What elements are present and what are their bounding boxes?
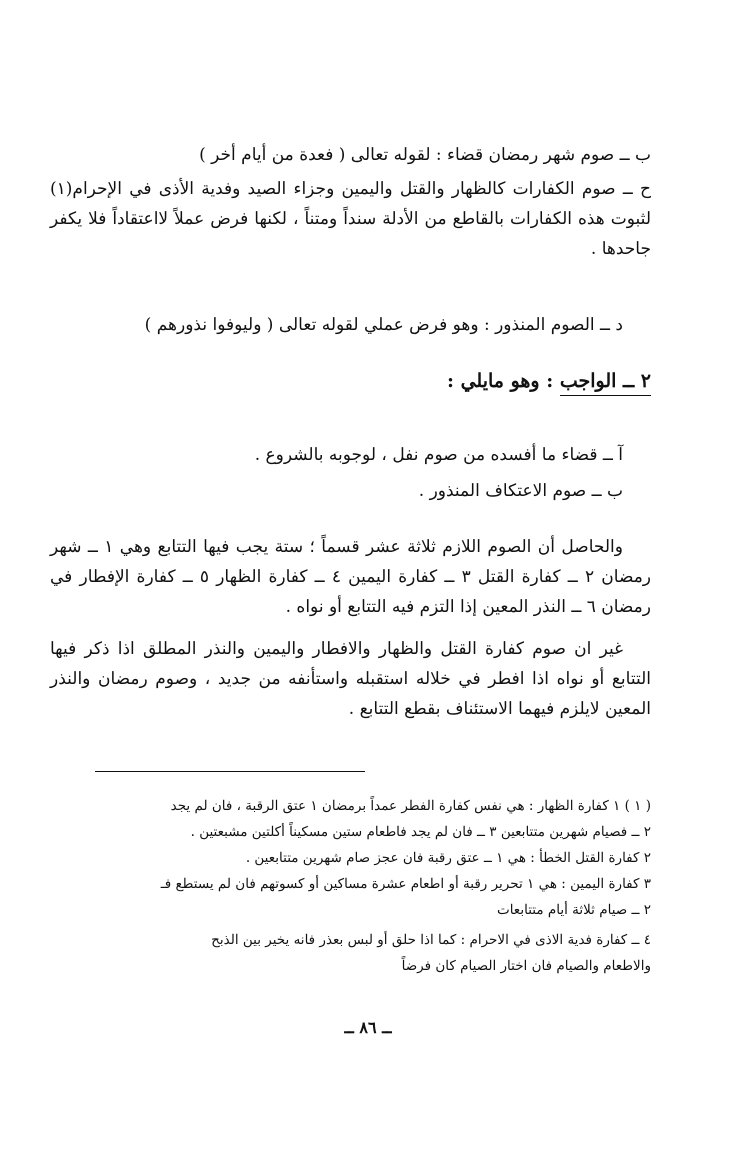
summary-paragraph-1: والحاصل أن الصوم اللازم ثلاثة عشر قسماً ؛ ستة يجب فيها التتابع وهي ١ ــ شهر رمضان ٢ ــ كفارة القتل ٣ ــ كفارة اليمين ٤ ــ كفارة الظهار ٥ ــ كفارة الإفطار في رمضان ٦ ــ النذر المعين إذا التزم فيه التتابع أو نواه .	[50, 537, 652, 617]
summary-section	[50, 532, 651, 724]
wajib-heading-rest: : وهو مايلي :	[446, 370, 554, 392]
footnote-divider	[95, 771, 365, 772]
fard-list-continued	[50, 140, 651, 264]
footnote-line: ٣ كفارة اليمين : هي ١ تحرير رقبة أو اطعام عشرة مساكين أو كسوتهم فان لم يستطع فـ	[160, 876, 651, 892]
footnote-line: ( ١ ) ١ كفارة الظهار : هي نفس كفارة الفطر عمداً برمضان ١ عتق الرقبة ، فان لم يجد	[170, 798, 651, 814]
item-d-manzur: د ــ الصوم المنذور : وهو فرض عملي لقوله تعالى ( وليوفوا نذورهم )	[144, 315, 623, 335]
wajib-item-b: ب ــ صوم الاعتكاف المنذور .	[418, 481, 623, 501]
summary-paragraph-2: غير ان صوم كفارة القتل والظهار والافطار واليمين والنذر المطلق اذا ذكر فيها التتابع أو نواه اذا افطر في خلاله استقبله واستأنفه من جديد ، وصوم رمضان والنذر المعين لايلزم فيهما الاستئناف بقطع التتابع .	[50, 639, 651, 719]
page-number: ــ ٨٦ ــ	[344, 1018, 392, 1037]
item-d-manzur-block	[50, 310, 651, 340]
item-h-kaffarat: ح ــ صوم الكفارات كالظهار والقتل واليمين وجزاء الصيد وفدية الأذى في الإحرام(١) لثبوت هذه الكفارات بالقاطع من الأدلة سنداً ومتناً ، لكنها فرض عملاً لااعتقاداً فلا يكفر جاحدها .	[50, 179, 651, 259]
item-b-ramadan-qada: ب ــ صوم شهر رمضان قضاء : لقوله تعالى ( فعدة من أيام أخر )	[199, 145, 651, 165]
footnotes	[60, 794, 651, 980]
wajib-items	[50, 440, 651, 506]
wajib-heading-title: ٢ ــ الواجب	[560, 370, 651, 396]
footnote-line: ٤ ــ كفارة فدية الاذى في الاحرام : كما اذا حلق أو لبس بعذر فانه يخير بين الذبح	[211, 932, 651, 948]
section-heading-wajib	[50, 366, 651, 396]
wajib-item-a: آ ــ قضاء ما أفسده من صوم نفل ، لوجوبه بالشروع .	[254, 445, 623, 465]
footnote-line: والاطعام والصيام فان اختار الصيام كان فرضاً	[401, 958, 651, 974]
footnote-line: ٢ ــ صيام ثلاثة أيام متتابعات	[496, 902, 651, 918]
footnote-line: ٢ ــ فصيام شهرين متتابعين ٣ ــ فان لم يجد فاطعام ستين مسكيناً أكلتين مشبعتين .	[190, 824, 651, 840]
footnote-line: ٢ كفارة القتل الخطأ : هي ١ ــ عتق رقبة فان عجز صام شهرين متتابعين .	[245, 850, 651, 866]
